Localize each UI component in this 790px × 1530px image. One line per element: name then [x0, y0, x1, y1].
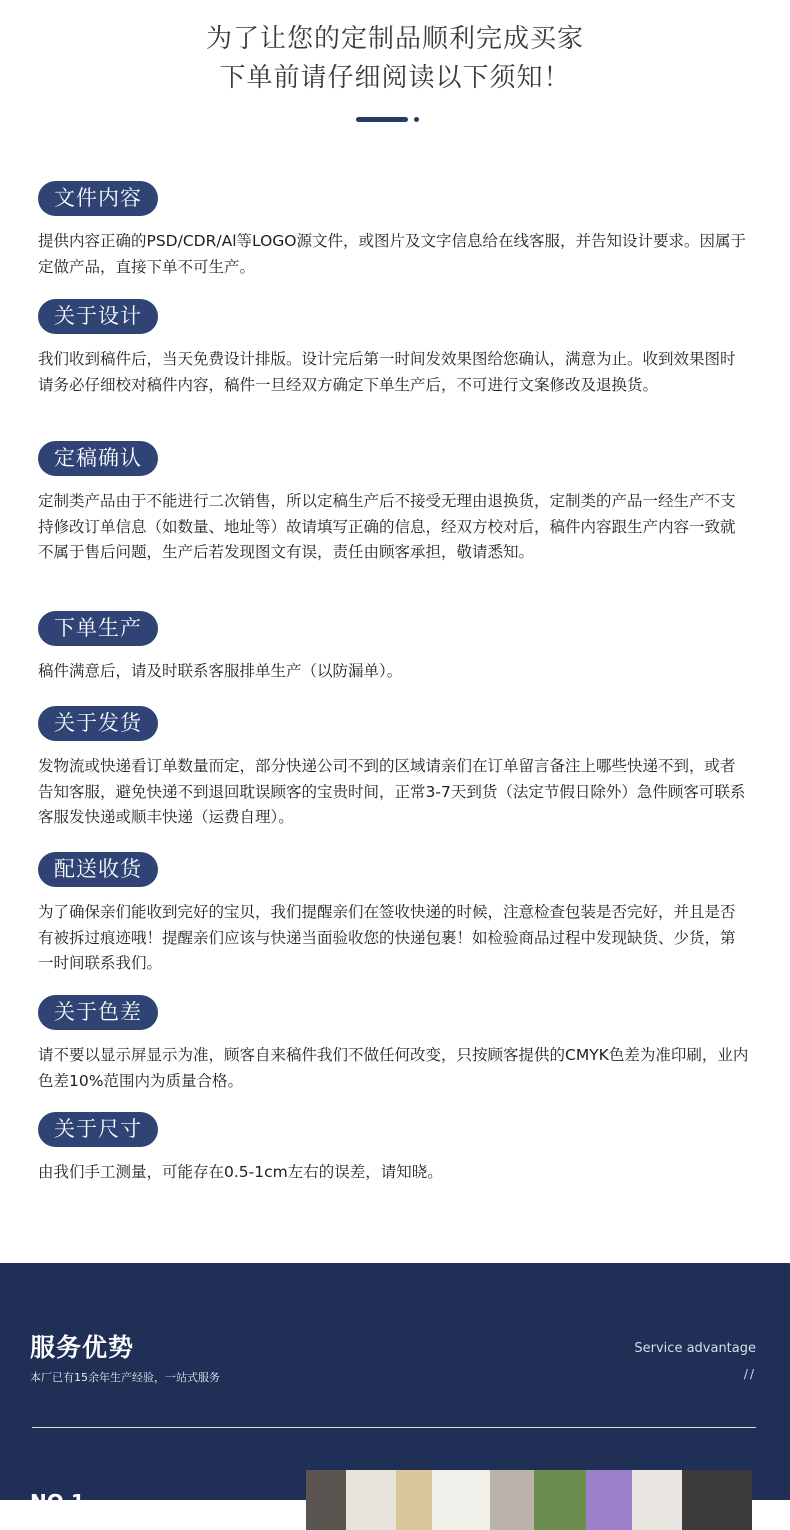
- header-title-line1: 为了让您的定制品顺利完成买家: [205, 24, 584, 54]
- header-title-line2: 下单前请仔细阅读以下须知！: [219, 63, 571, 93]
- divider-dot: [414, 117, 419, 122]
- section-title-badge: 定稿确认: [38, 441, 158, 476]
- section-text: 我们收到稿件后，当天免费设计排版。设计完后第一时间发效果图给您确认，满意为止。收到效果图时请务必仔细校对稿件内容，稿件一旦经双方确定下单生产后，不可进行文案修改及退换货。: [38, 350, 736, 394]
- section-shipping: [38, 706, 750, 831]
- section-text: 请不要以显示屏显示为准，顾客自来稿件我们不做任何改变，只按顾客提供的CMYK色差为准印刷，业内色差10%范围内为质量合格。: [38, 1046, 749, 1090]
- section-color-difference: [38, 995, 750, 1094]
- service-advantage-subtitle: 本厂已有15余年生产经验，一站式服务: [30, 1371, 220, 1384]
- divider-bar: [356, 117, 408, 122]
- section-title-badge: 关于设计: [38, 299, 158, 334]
- section-title-badge: 配送收货: [38, 852, 158, 887]
- section-text: 为了确保亲们能收到完好的宝贝，我们提醒亲们在签收快递的时候，注意检查包装是否完好，并且是否有被拆过痕迹哦！提醒亲们应该与快递当面验收您的快递包裹！如检验商品过程中发现缺货、少货，第一时间联系我们。: [38, 903, 736, 972]
- factory-photo: [306, 1470, 752, 1530]
- section-text: 稿件满意后，请及时联系客服排单生产（以防漏单）。: [38, 662, 403, 680]
- section-title-badge: 关于发货: [38, 706, 158, 741]
- section-text: 由我们手工测量，可能存在0.5-1cm左右的误差，请知晓。: [38, 1163, 443, 1181]
- section-design: [38, 299, 750, 398]
- section-file-content: [38, 181, 750, 280]
- section-production: [38, 611, 750, 685]
- section-text: 发物流或快递看订单数量而定，部分快递公司不到的区域请亲们在订单留言备注上哪些快递不到，或者告知客服，避免快递不到退回耽误顾客的宝贵时间，正常3-7天到货（法定节假日除外）急件顾客可联系客服发快递或顺丰快递（运费自理）。: [38, 757, 746, 826]
- section-size: [38, 1112, 750, 1186]
- decorative-slashes: //: [743, 1367, 756, 1381]
- section-final-confirm: [38, 441, 750, 566]
- section-text: 提供内容正确的PSD/CDR/Al等LOGO源文件，或图片及文字信息给在线客服，并告知设计要求。因属于定做产品，直接下单不可生产。: [38, 232, 747, 276]
- section-title-badge: 下单生产: [38, 611, 158, 646]
- service-advantage-english: Service advantage: [634, 1341, 756, 1356]
- section-text: 定制类产品由于不能进行二次销售，所以定稿生产后不接受无理由退换货，定制类的产品一经生产不支持修改订单信息（如数量、地址等）故请填写正确的信息，经双方校对后，稿件内容跟生产内容一致就不属于售后问题，生产后若发现图文有误，责任由顾客承担，敬请悉知。: [38, 492, 736, 561]
- service-advantage-title: 服务优势: [30, 1333, 135, 1362]
- section-delivery: [38, 852, 750, 977]
- section-title-badge: 关于色差: [38, 995, 158, 1030]
- footer-divider: [32, 1427, 756, 1428]
- header-divider-decoration: [356, 117, 420, 123]
- ranking-label: NO.1: [30, 1490, 85, 1514]
- section-title-badge: 关于尺寸: [38, 1112, 158, 1147]
- service-advantage-banner: [0, 1263, 790, 1514]
- section-title-badge: 文件内容: [38, 181, 158, 216]
